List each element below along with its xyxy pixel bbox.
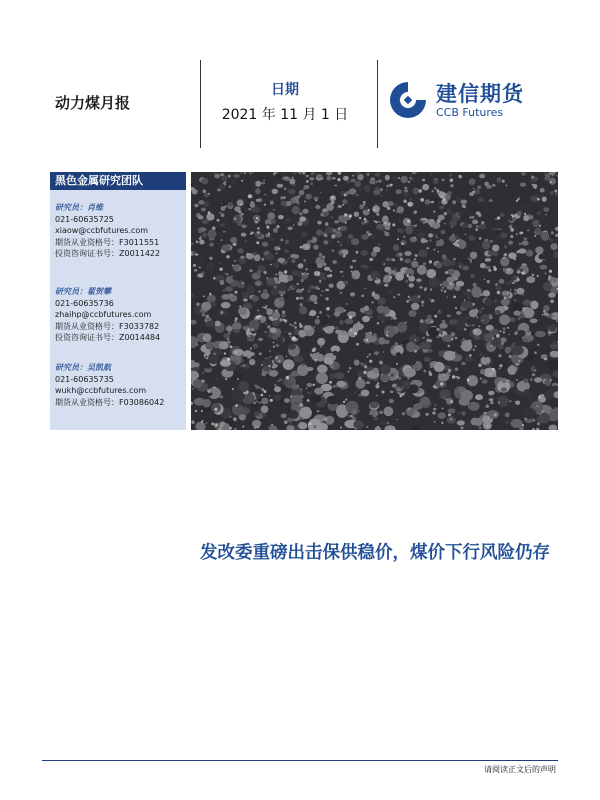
analyst-consult: 投资咨询证书号：Z0011422 bbox=[55, 249, 161, 258]
report-type: 动力煤月报 bbox=[55, 94, 131, 112]
analyst-role: 研究员：吴凯航 bbox=[55, 363, 111, 372]
analyst-card bbox=[55, 286, 160, 344]
analyst-license: 期货从业资格号：F3011551 bbox=[55, 237, 160, 247]
analyst-license: 期货从业资格号：F03086042 bbox=[55, 397, 165, 407]
header-divider-right bbox=[377, 60, 378, 148]
analyst-role: 研究员：翟贺攀 bbox=[55, 287, 111, 296]
date-label: 日期 bbox=[271, 82, 299, 98]
ccb-futures-logo-icon bbox=[388, 80, 428, 120]
header-divider-left bbox=[200, 60, 201, 148]
analyst-phone: 021-60635736 bbox=[55, 298, 114, 308]
logo-name-cn: 建信期货 bbox=[436, 82, 524, 106]
analyst-card bbox=[55, 362, 164, 408]
coal-texture bbox=[191, 172, 558, 430]
research-team-panel bbox=[50, 172, 186, 430]
analyst-email: xiaow@ccbfutures.com bbox=[55, 226, 149, 235]
team-title: 黑色金属研究团队 bbox=[50, 172, 186, 190]
report-title: 发改委重磅出击保供稳价，煤价下行风险仍存 bbox=[200, 543, 550, 563]
logo-name-en: CCB Futures bbox=[436, 106, 504, 119]
footer-disclaimer: 请阅读正文后的声明 bbox=[484, 765, 556, 774]
analyst-card bbox=[55, 202, 160, 260]
company-logo bbox=[388, 78, 548, 126]
analyst-phone: 021-60635735 bbox=[55, 374, 114, 384]
analyst-email: wukh@ccbfutures.com bbox=[55, 386, 147, 395]
report-date: 2021 年 11 月 1 日 bbox=[221, 107, 349, 123]
analyst-consult: 投资咨询证书号：Z0014484 bbox=[55, 333, 161, 342]
footer-divider bbox=[42, 760, 558, 761]
analyst-license: 期货从业资格号：F3033782 bbox=[55, 321, 160, 331]
analyst-phone: 021-60635725 bbox=[55, 214, 114, 224]
coal-cover-photo bbox=[191, 172, 558, 430]
analyst-email: zhaihp@ccbfutures.com bbox=[55, 310, 152, 319]
analyst-role: 研究员：肖维 bbox=[55, 203, 103, 212]
